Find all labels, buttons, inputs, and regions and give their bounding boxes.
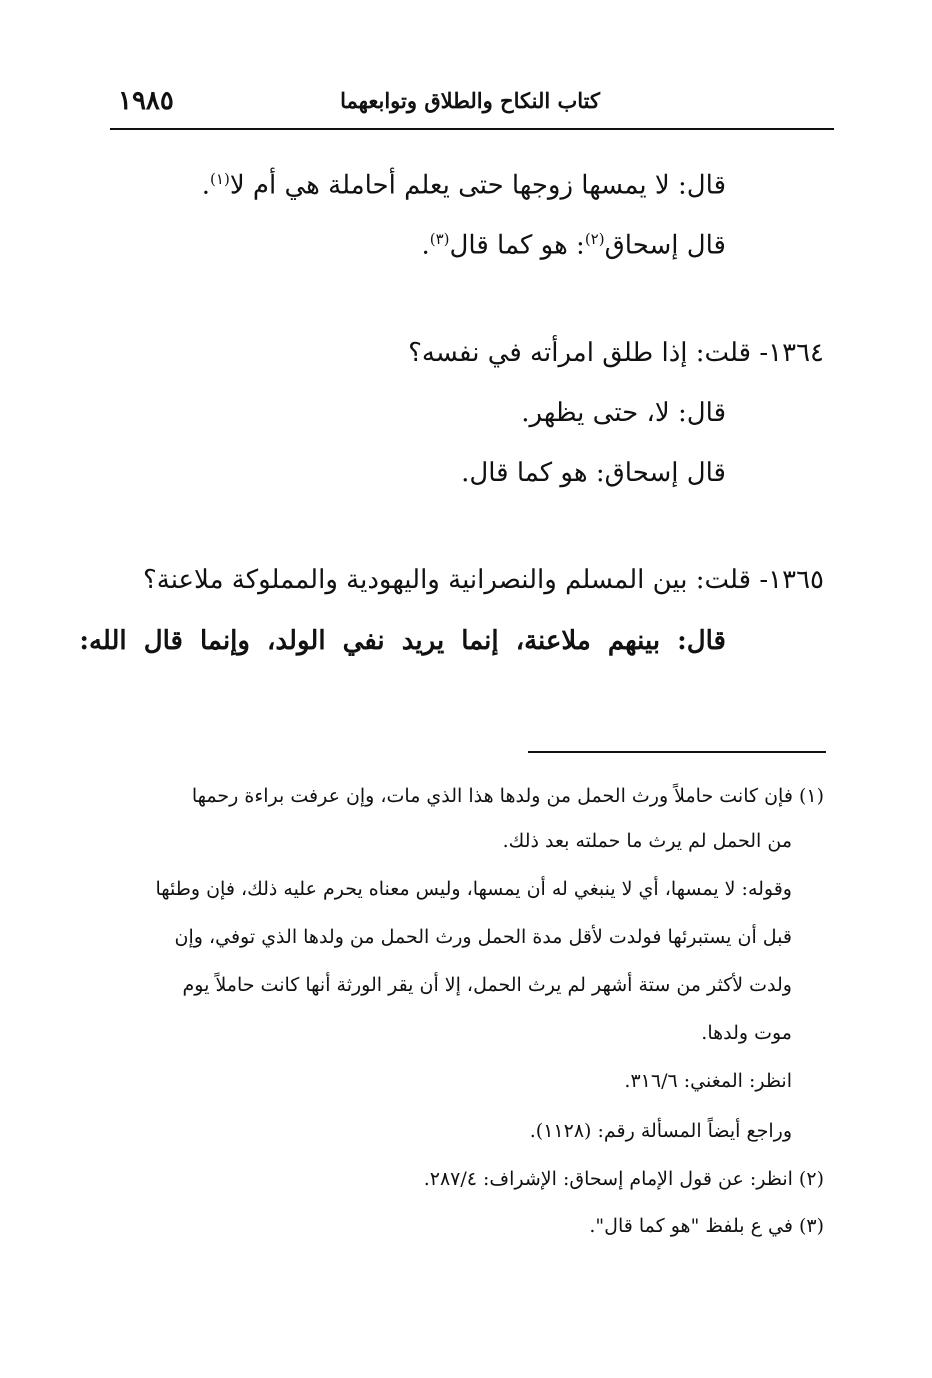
footnote-1-line-6: موت ولدها. xyxy=(701,1022,792,1044)
footnote-1-line-5: ولدت لأكثر من ستة أشهر لم يرث الحمل، إلا أن يقر الورثة أنها كانت حاملاً يوم xyxy=(182,974,792,996)
text-line-2-part-a: قال إسحاق xyxy=(604,230,726,261)
footnote-1-line-7: انظر: المغني: ٣١٦/٦. xyxy=(624,1070,792,1092)
footnote-3: (٣) في ع بلفظ "هو كما قال". xyxy=(589,1215,824,1237)
footnote-ref-3[interactable]: (٣) xyxy=(429,230,450,248)
footnote-1-line-8: وراجع أيضاً المسألة رقم: (١١٢٨). xyxy=(529,1120,792,1142)
footnote-ref-1[interactable]: (١) xyxy=(210,170,230,188)
text-line-2-part-b: : هو كما قال xyxy=(449,230,585,261)
question-1365: ١٣٦٥- قلت: بين المسلم والنصرانية واليهودية والمملوكة ملاعنة؟ xyxy=(142,565,824,595)
page-number: ١٩٨٥ xyxy=(118,86,174,116)
question-1364: ١٣٦٤- قلت: إذا طلق امرأته في نفسه؟ xyxy=(408,338,824,368)
footnote-1-line-3: وقوله: لا يمسها، أي لا ينبغي له أن يمسها، وليس معناه يحرم عليه ذلك، فإن وطئها xyxy=(155,878,792,900)
footnote-1-line-4: قبل أن يستبرئها فولدت لأقل مدة الحمل ورث الحمل من ولدها الذي توفي، وإن xyxy=(174,926,792,948)
footnote-2: (٢) انظر: عن قول الإمام إسحاق: الإشراف: ٢٨٧/٤. xyxy=(423,1168,824,1190)
footnote-1-line-1: (١) فإن كانت حاملاً ورث الحمل من ولدها هذا الذي مات، وإن عرفت براءة رحمها xyxy=(191,785,824,807)
header-divider xyxy=(110,128,834,130)
footnote-1-line-2: من الحمل لم يرث ما حملته بعد ذلك. xyxy=(502,830,792,852)
footnote-divider xyxy=(528,751,826,753)
text-line-2-end: . xyxy=(421,230,430,261)
text-line-1-body: قال: لا يمسها زوجها حتى يعلم أحاملة هي أم لا xyxy=(229,170,726,201)
running-header-title: كتاب النكاح والطلاق وتوابعهما xyxy=(340,88,600,113)
text-line-1-end: . xyxy=(201,170,211,201)
answer-1365: قال: بينهم ملاعنة، إنما يريد نفي الولد، وإنما قال الله: xyxy=(79,626,726,656)
text-line-2 xyxy=(421,230,726,261)
footnote-ref-2[interactable]: (٢) xyxy=(584,230,605,248)
ishaq-1364: قال إسحاق: هو كما قال. xyxy=(461,458,726,488)
answer-1364: قال: لا، حتى يظهر. xyxy=(521,398,726,428)
text-line-1 xyxy=(202,170,726,201)
